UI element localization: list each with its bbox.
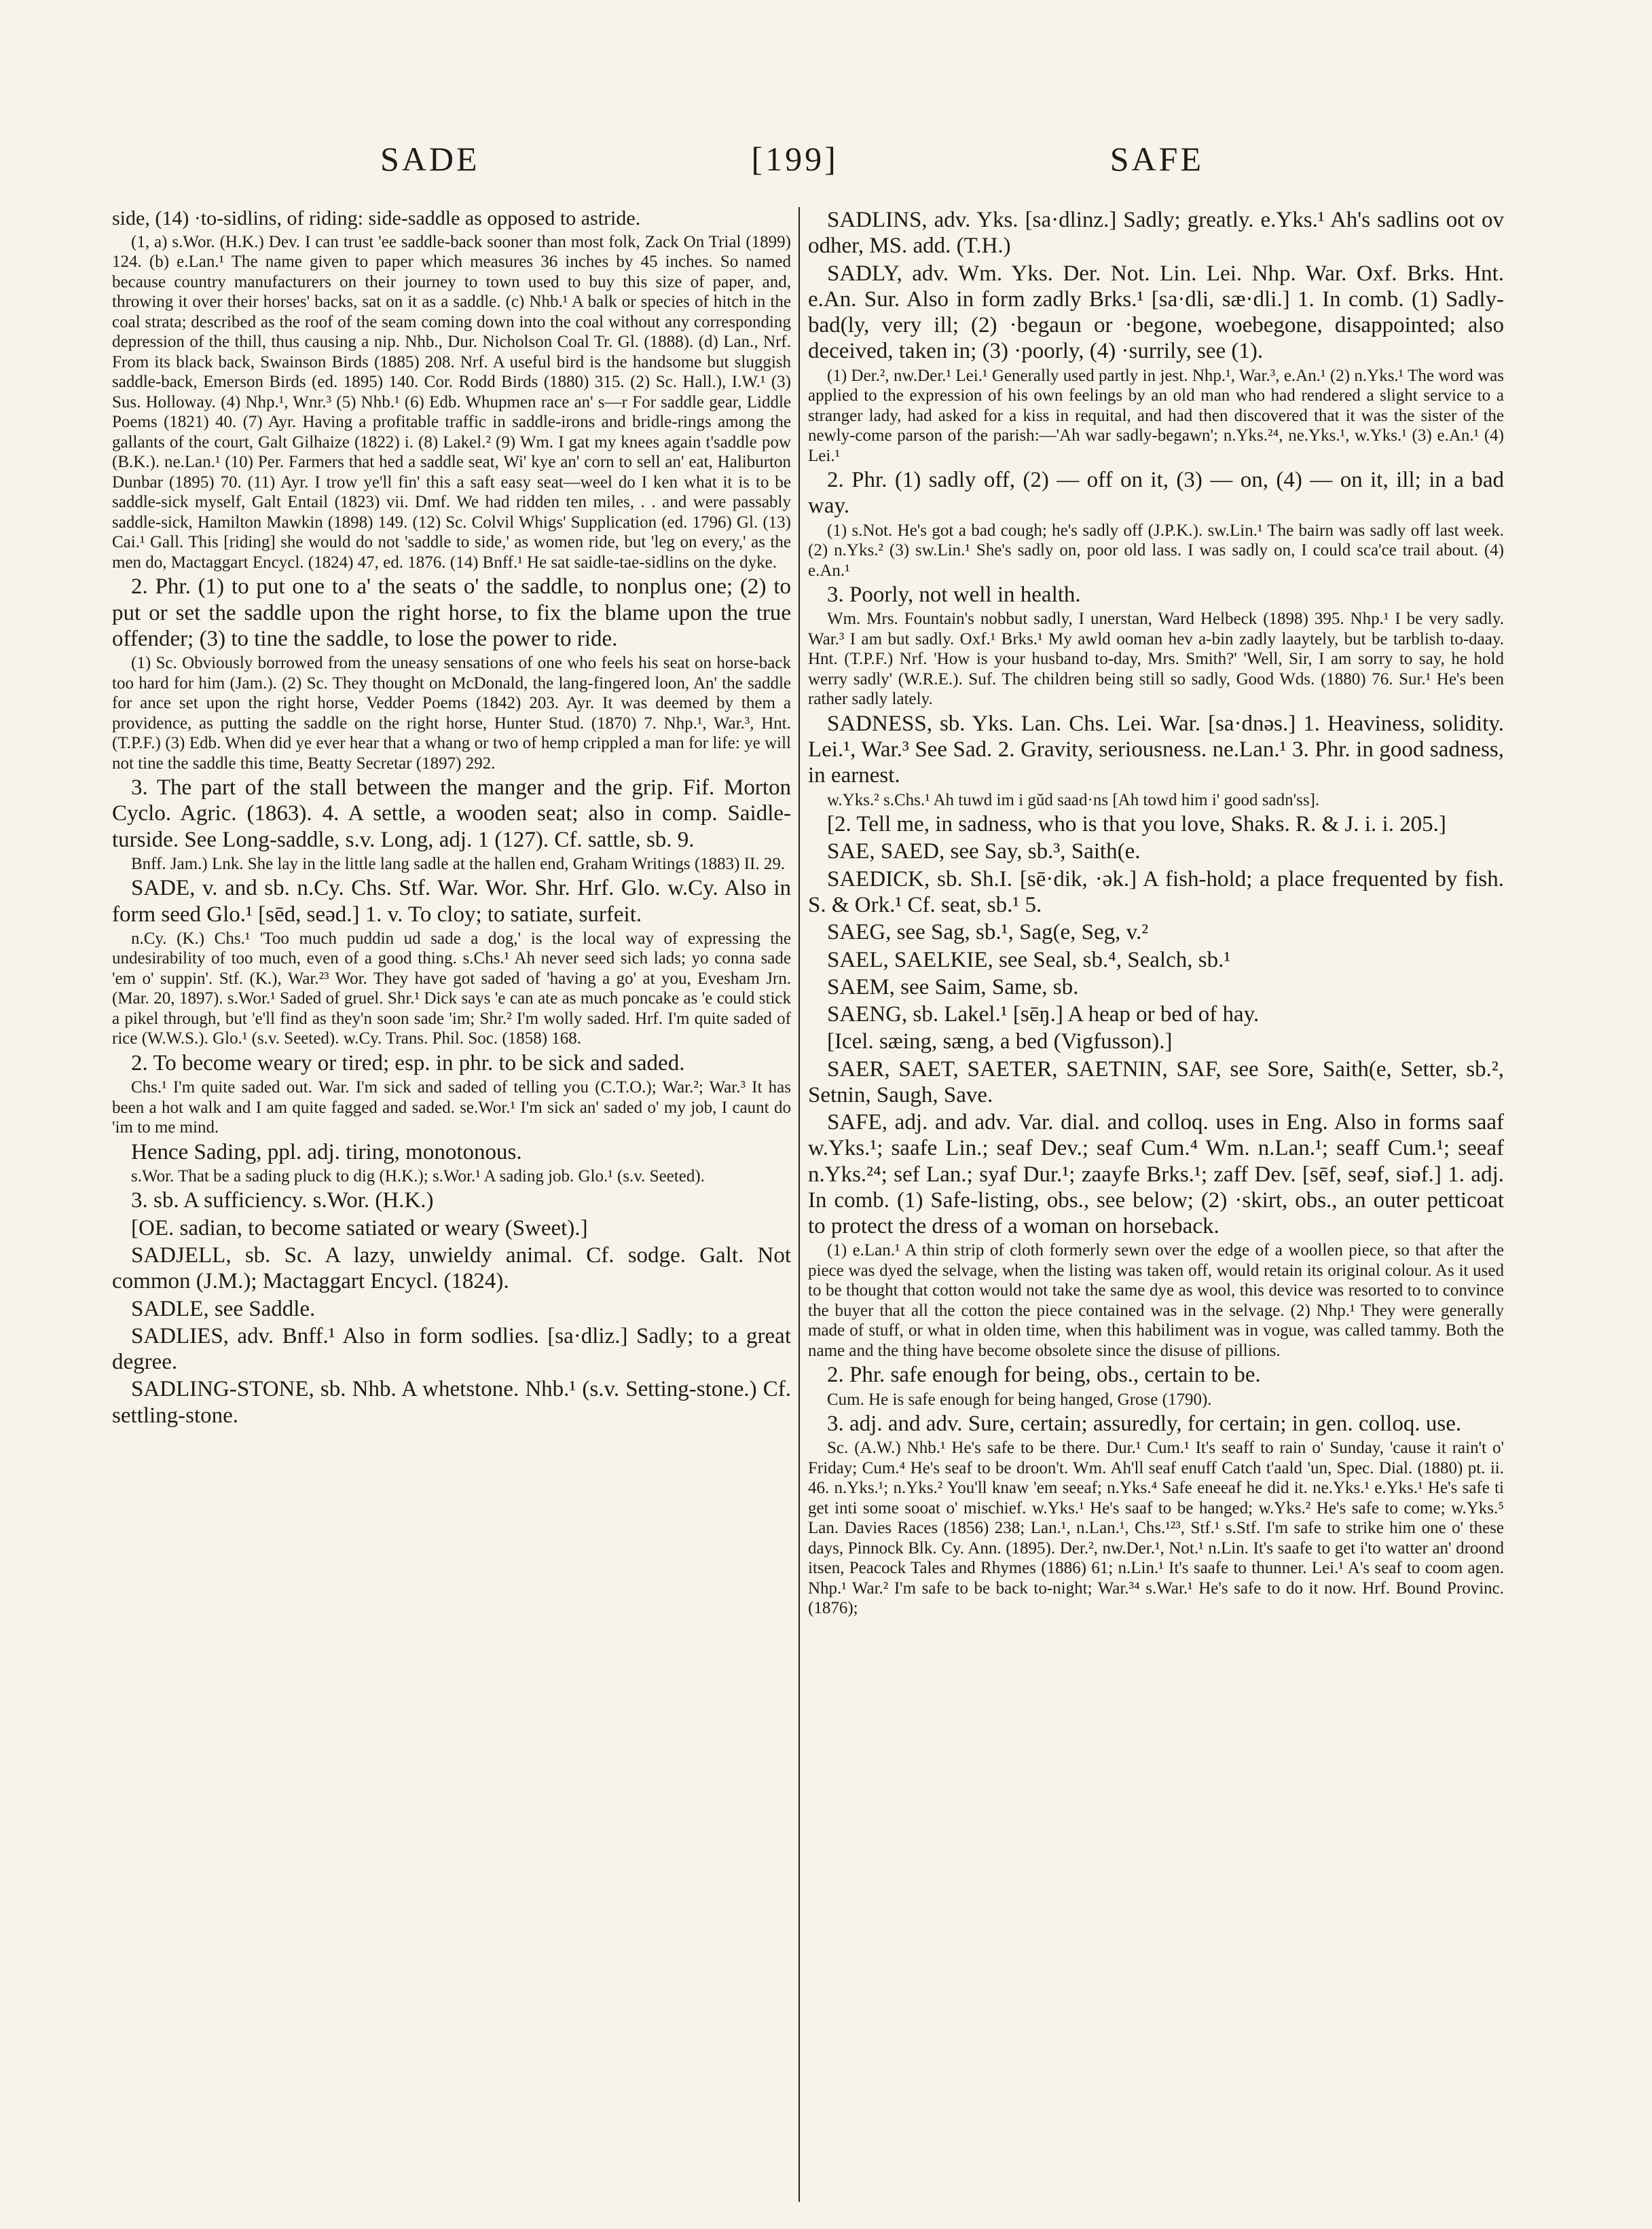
entry-paragraph: SAE, SAED, see Say, sb.³, Saith(e.	[827, 839, 1141, 864]
entry-paragraph: SAER, SAET, SAETER, SAETNIN, SAF, see Sore, Saith(e, Setter, sb.², Setnin, Saugh, Save.	[808, 1056, 1504, 1107]
citation-paragraph: Bnff. Jam.) Lnk. She lay in the little lang sadle at the hallen end, Graham Writings (1883) II. 29.	[131, 854, 786, 873]
citation-paragraph: (1) Sc. Obviously borrowed from the uneasy sensations of one who feels his seat on horse-back too hard for him (Jam.). (2) Sc. They thought on McDonald, the lang-fingered loon, An' the saddle for ance set upon the right horse, Vedder Poems (1842) 203. Ayr. It was deemed by them a providence, as putting the saddle on the right horse, Hunter Stud. (1870) 7. Nhp.¹, War.³, Hnt. (T.P.F.) (3) Edb. When did ye ever hear that a whang or two of hemp crippled a man for life: ye will not tine the saddle this time, Beatty Secretar (1897) 292.	[112, 654, 791, 773]
entry-paragraph: SADLE, see Saddle.	[131, 1296, 316, 1321]
citation-paragraph: Wm. Mrs. Fountain's nobbut sadly, I unerstan, Ward Helbeck (1898) 395. Nhp.¹ I be very sadly. War.³ I am but sadly. Oxf.¹ Brks.¹ My awld ooman hev a-bin zadly laaytely, but be tarblish to-daay. Hnt. (T.P.F.) Nrf. 'How is your husband to-day, Mrs. Smith?' 'Well, Sir, I am sorry to say, he hold werry sadly' (W.R.E.). Suf. The children being still so sadly, Good Wds. (1880) 76. Sur.¹ He's been rather sadly lately.	[808, 610, 1504, 709]
entry-paragraph: 3. The part of the stall between the manger and the grip. Fif. Morton Cyclo. Agric. (1863). 4. A settle, a wooden seat; also in comp. Saidle-turside. See Long-saddle, s.v. Long, adj. 1 (127). Cf. sattle, sb. 9.	[112, 775, 791, 852]
running-header	[380, 139, 1204, 179]
citation-paragraph: w.Yks.² s.Chs.¹ Ah tuwd im i gŭd saad·ns [Ah towd him i' good sadn'ss].	[827, 790, 1320, 809]
header-right-word: SAFE	[1109, 140, 1204, 178]
left-column	[112, 207, 791, 2202]
entry-paragraph: 2. To become weary or tired; esp. in phr. to be sick and saded.	[131, 1050, 685, 1075]
right-column	[808, 207, 1504, 2202]
citation-paragraph: Cum. He is safe enough for being hanged, Grose (1790).	[827, 1390, 1212, 1409]
citation-paragraph: (1) s.Not. He's got a bad cough; he's sadly off (J.P.K.). sw.Lin.¹ The bairn was sadly off last week. (2) n.Yks.² (3) sw.Lin.¹ She's sadly on, poor old lass. I was sadly on, I could sca'ce trail about. (4) e.An.¹	[808, 521, 1504, 580]
citation-paragraph: n.Cy. (K.) Chs.¹ 'Too much puddin ud sade a dog,' is the local way of expressing the undesirability of too much, even of a good thing. s.Chs.¹ Ah never seed sich lads; yo conna sade 'em o' suppin'. Stf. (K.), War.²³ Wor. They have got saded of 'having a go' at you, Evesham Jrn. (Mar. 20, 1897). s.Wor.¹ Saded of gruel. Shr.¹ Dick says 'e can ate as much poncake as 'e could stick a pikel through, but 'e'll find as they'n soon sade 'im; Shr.² I'm wolly saded. Hrf. I'm quite saded of rice (W.W.S.). Glo.¹ (s.v. Seeted). w.Cy. Trans. Phil. Soc. (1858) 168.	[112, 929, 791, 1048]
entry-paragraph: Hence Sading, ppl. adj. tiring, monotonous.	[131, 1139, 522, 1164]
citation-paragraph: (1) Der.², nw.Der.¹ Lei.¹ Generally used partly in jest. Nhp.¹, War.³, e.An.¹ (2) n.Yks.¹ The word was applied to the expression of his own feelings by an old man who had rendered a slight service to a stranger lady, had asked for a kiss in requital, and had then discovered that it was the sister of the newly-come parson of the parish:—'Ah war sadly-begawn'; n.Yks.²⁴, ne.Yks.¹, w.Yks.¹ (3) e.An.¹ (4) Lei.¹	[808, 366, 1504, 465]
entry-paragraph: SADLINS, adv. Yks. [sa·dlinz.] Sadly; greatly. e.Yks.¹ Ah's sadlins oot ov odher, MS. add. (T.H.)	[808, 208, 1504, 259]
entry-paragraph: 3. Poorly, not well in health.	[827, 583, 1081, 608]
entry-paragraph: SADLING-STONE, sb. Nhb. A whetstone. Nhb.¹ (s.v. Setting-stone.) Cf. settling-stone.	[112, 1377, 791, 1428]
entry-paragraph: SAENG, sb. Lakel.¹ [sēŋ.] A heap or bed of hay.	[827, 1002, 1260, 1027]
entry-paragraph: 2. Phr. (1) to put one to a' the seats o' the saddle, to nonplus one; (2) to put or set the saddle upon the right horse, to fix the blame upon the true offender; (3) to tine the saddle, to lose the power to ride.	[112, 574, 791, 651]
entry-paragraph: SAEG, see Sag, sb.¹, Sag(e, Seg, v.²	[827, 920, 1149, 945]
citation-paragraph: (1, a) s.Wor. (H.K.) Dev. I can trust 'ee saddle-back sooner than most folk, Zack On Trial (1899) 124. (b) e.Lan.¹ The name given to paper which measures 36 inches by 45 inches. So named because country manufacturers on their journey to town used to buy this size of paper, and, throwing it over their horses' backs, sat on it as a saddle. (c) Nhb.¹ A balk or species of hitch in the coal strata; described as the roof of the seam coming down into the coal without any corresponding depression of the thill, thus causing a nip. Nhb., Dur. Nicholson Coal Tr. Gl. (1888). (d) Lan., Nrf. From its black back, Swainson Birds (1885) 208. Nrf. A useful bird is the handsome but sluggish saddle-back, Emerson Birds (ed. 1895) 140. Cor. Rodd Birds (1880) 315. (2) Sc. Hall.), I.W.¹ (3) Sus. Holloway. (4) Nhp.¹, Wnr.³ (5) Nhb.¹ (6) Edb. Whupmen race an' s—r For saddle gear, Liddle Poems (1821) 40. (7) Ayr. Having a profitable traffic in saddle-irons and bridle-rings among the gallants of the court, Galt Gilhaize (1822) i. (8) Lakel.² (9) Wm. I gat my knees again t'saddle pow (B.K.). ne.Lan.¹ (10) Per. Farmers that hed a saddle seat, Wi' kye an' corn to sell an' eat, Haliburton Dunbar (1895) 70. (11) Ayr. I trow ye'll fin' this a saft easy seat—weel do I ken what it is to be saddle-sick myself, Galt Entail (1823) vii. Dmf. We had ridden ten miles, . . and were passably saddle-sick, Hamilton Mawkin (1898) 149. (12) Sc. Colvil Whigs' Supplication (ed. 1796) Gl. (13) Cai.¹ Gall. This [riding] she would do not 'saddle to side,' as women ride, but 'leg on every,' as the men do, Mactaggart Encycl. (1824) 47, ed. 1876. (14) Bnff.¹ He sat saidle-tae-sidlins on the dyke.	[112, 232, 791, 572]
entry-paragraph: 3. sb. A sufficiency. s.Wor. (H.K.)	[131, 1188, 434, 1213]
entry-paragraph: SADNESS, sb. Yks. Lan. Chs. Lei. War. [sa·dnəs.] 1. Heaviness, solidity. Lei.¹, War.³ See Sad. 2. Gravity, seriousness. ne.Lan.¹ 3. Phr. in good sadness, in earnest.	[808, 711, 1504, 788]
citation-paragraph: (1) e.Lan.¹ A thin strip of cloth formerly sewn over the edge of a woollen piece, so that after the piece was dyed the selvage, when the listing was taken off, would retain its original colour. As it used to be thought that cotton would not take the same dye as wool, this device was resorted to to convince the buyer that all the cotton the piece contained was in the selvage. (2) Nhp.¹ They were generally made of stuff, or what in olden time, when this habiliment was in vogue, was called tammy. Both the name and the thing have become obsolete since the disuse of pillions.	[808, 1241, 1504, 1360]
entry-paragraph: 3. adj. and adv. Sure, certain; assuredly, for certain; in gen. colloq. use.	[827, 1412, 1462, 1437]
entry-paragraph: 2. Phr. (1) sadly off, (2) — off on it, (3) — on, (4) — on it, ill; in a bad way.	[808, 468, 1504, 519]
entry-paragraph: [Icel. sæing, sæng, a bed (Vigfusson).]	[827, 1029, 1173, 1054]
entry-paragraph: SADLY, adv. Wm. Yks. Der. Not. Lin. Lei. Nhp. War. Oxf. Brks. Hnt. e.An. Sur. Also in form zadly Brks.¹ [sa·dli, sæ·dli.] 1. In comb. (1) Sadly-bad(ly, very ill; (2) ·begaun or ·begone, woebegone, disappointed; also deceived, taken in; (3) ·poorly, (4) ·surrily, see (1).	[808, 261, 1504, 364]
citation-paragraph: Chs.¹ I'm quite saded out. War. I'm sick and saded of telling you (C.T.O.); War.²; War.³ It has been a hot walk and I am quite fagged and saded. se.Wor.¹ I'm sick an' saded o' my job, I caunt do 'im to me mind.	[112, 1078, 791, 1137]
entry-paragraph: SADJELL, sb. Sc. A lazy, unwieldy animal. Cf. sodge. Galt. Not common (J.M.); Mactaggart Encycl. (1824).	[112, 1242, 791, 1294]
entry-paragraph: SAEDICK, sb. Sh.I. [sē·dik, ·ək.] A fish-hold; a place frequented by fish. S. & Ork.¹ Cf. seat, sb.¹ 5.	[808, 866, 1504, 917]
citation-paragraph: s.Wor. That be a sading pluck to dig (H.K.); s.Wor.¹ A sading job. Glo.¹ (s.v. Seeted).	[131, 1166, 705, 1185]
page-number: [199]	[751, 140, 839, 178]
entry-paragraph: [OE. sadian, to become satiated or weary (Sweet).]	[131, 1215, 588, 1240]
entry-paragraph: [2. Tell me, in sadness, who is that you love, Shaks. R. & J. i. i. 205.]	[827, 812, 1446, 837]
citation-paragraph: Sc. (A.W.) Nhb.¹ He's safe to be there. Dur.¹ Cum.¹ It's seaff to rain o' Sunday, 'cause it rain't o' Friday; Cum.⁴ He's seaf to be droon't. Wm. Ah'll seaf enuff Catch t'aald 'un, Spec. Dial. (1880) pt. ii. 46. n.Yks.¹; n.Yks.² You'll knaw 'em seeaf; n.Yks.⁴ Safe eneeaf he did it. ne.Yks.¹ e.Yks.¹ He's safe ti get inti some sooat o' mischief. w.Yks.¹ He's saaf to be hanged; w.Yks.² He's safe to come; w.Yks.⁵ Lan. Davies Races (1856) 238; Lan.¹, n.Lan.¹, Chs.¹²³, Stf.¹ s.Stf. I'm safe to strike him one o' these days, Pinnock Blk. Cy. Ann. (1895). Der.², nw.Der.¹, Not.¹ n.Lin. It's saafe to get i'to watter an' droond itsen, Peacock Tales and Rhymes (1886) 61; n.Lin.¹ It's saafe to thunner. Lei.¹ A's seaf to coom agen. Nhp.¹ War.² I'm safe to be back to-night; War.³⁴ s.War.¹ He's safe to do it now. Hrf. Bound Provinc. (1876);	[808, 1439, 1504, 1618]
header-left-word: SADE	[380, 140, 480, 178]
entry-paragraph: SAEM, see Saim, Same, sb.	[827, 974, 1079, 999]
entry-paragraph: 2. Phr. safe enough for being, obs., certain to be.	[827, 1363, 1261, 1388]
entry-paragraph: SADLIES, adv. Bnff.¹ Also in form sodlies. [sa·dliz.] Sadly; to a great degree.	[112, 1323, 791, 1375]
entry-paragraph: SADE, v. and sb. n.Cy. Chs. Stf. War. Wor. Shr. Hrf. Glo. w.Cy. Also in form seed Glo.¹ [sēd, seəd.] 1. v. To cloy; to satiate, surfeit.	[112, 876, 791, 927]
entry-paragraph: SAEL, SAELKIE, see Seal, sb.⁴, Sealch, sb.¹	[827, 947, 1231, 972]
entry-paragraph: SAFE, adj. and adv. Var. dial. and colloq. uses in Eng. Also in forms saaf w.Yks.¹; saafe Lin.; seaf Dev.; seaf Cum.⁴ Wm. n.Lan.¹; seaff Cum.¹; seeaf n.Yks.²⁴; sef Lan.; syaf Dur.¹; zaayfe Brks.¹; zaff Dev. [sēf, seəf, siəf.] 1. adj. In comb. (1) Safe-listing, obs., see below; (2) ·skirt, obs., an outer petticoat to protect the dress of a woman on horseback.	[808, 1110, 1504, 1239]
entry-paragraph: side, (14) ·to-sidlins, of riding: side-saddle as opposed to astride.	[112, 207, 641, 229]
column-divider	[799, 207, 800, 2202]
